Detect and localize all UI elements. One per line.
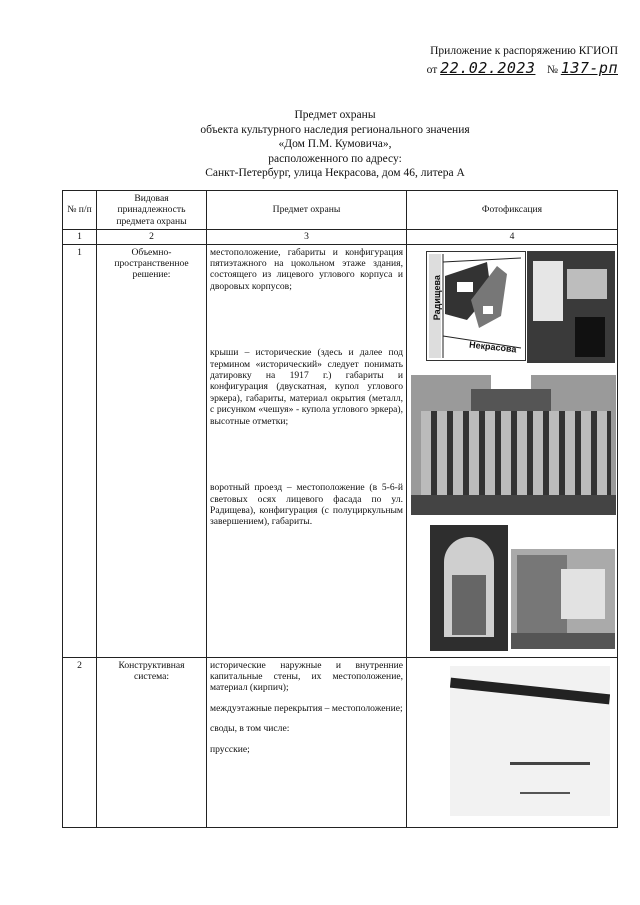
title-line: Санкт-Петербург, улица Некрасова, дом 46, литера А: [205, 167, 465, 179]
map-label-street: Некрасова: [468, 339, 517, 355]
subject-item: крыши – исторические (здесь и далее под термином «исторический» следует понимать датировку на 1917 г.) габариты и конфигурация (двускатная, купол углового эркера), габариты, материал окрытия (металл, с рисунком «чешуя» - купола углового эркера), высотные отметки;: [210, 347, 403, 427]
subject-item: прусские;: [210, 743, 250, 755]
photo-column: [410, 247, 614, 655]
header-row: [63, 191, 618, 230]
annex-header: [396, 44, 618, 77]
header-category: Видовая принадлежность предмета охраны: [97, 191, 207, 230]
building-photo-facade: [411, 375, 616, 515]
title-line: Предмет охраны: [294, 109, 376, 121]
row-subject: [207, 657, 407, 827]
subject-item: исторические наружные и внутренние капитальные стены, их местоположение, материал (кирпич);: [210, 659, 403, 694]
document-title: [150, 108, 520, 181]
number-value: 137-рп: [560, 59, 618, 77]
subject-item: своды, в том числе:: [210, 723, 290, 735]
map-label-street: Радищева: [431, 274, 442, 320]
courtyard-photo: [511, 549, 615, 649]
title-line: «Дом П.М. Кумовича»,: [278, 138, 392, 150]
row-num: 1: [63, 244, 97, 657]
row-category: Конструктивная система:: [97, 657, 207, 827]
index-cell: 1: [63, 230, 97, 244]
subject-item: междуэтажные перекрытия – местоположение;: [210, 702, 403, 714]
row-num: 2: [63, 657, 97, 827]
index-cell: 2: [97, 230, 207, 244]
annex-date-line: [396, 61, 618, 77]
row-photo: [407, 244, 618, 657]
annex-line: Приложение к распоряжению КГИОП: [430, 45, 618, 57]
title-line: расположенного по адресу:: [268, 152, 402, 165]
number-prefix: №: [546, 64, 558, 76]
row-category: Объемно-пространственное решение:: [97, 244, 207, 657]
index-row: [63, 230, 618, 244]
row-subject: [207, 244, 407, 657]
building-photo-corner-detail: [527, 251, 615, 363]
date-prefix: от: [426, 64, 438, 76]
subject-item: воротный проезд – местоположение (в 5-6-й световых осях лицевого фасада по ул. Радищева), конфигурация (с полуциркульным завершением), габариты.: [210, 482, 403, 528]
photo-column: [410, 660, 614, 820]
table-row: [63, 657, 618, 827]
site-plan-map: [426, 251, 526, 361]
wall-structure-photo: [450, 666, 610, 816]
header-subject: Предмет охраны: [207, 191, 407, 230]
row-photo: [407, 657, 618, 827]
index-cell: 4: [407, 230, 618, 244]
header-num: № п/п: [63, 191, 97, 230]
gate-passage-photo: [430, 525, 508, 651]
table-row: [63, 244, 618, 657]
index-cell: 3: [207, 230, 407, 244]
date-value: 22.02.2023: [440, 59, 536, 77]
protection-table: [62, 190, 618, 828]
header-photo: Фотофиксация: [407, 191, 618, 230]
subject-item: местоположение, габариты и конфигурация пятиэтажного на цокольном этаже здания, состоящего из лицевого углового корпуса и дворовых корпусов;: [210, 246, 403, 292]
title-line: объекта культурного наследия регионального значения: [200, 123, 470, 136]
